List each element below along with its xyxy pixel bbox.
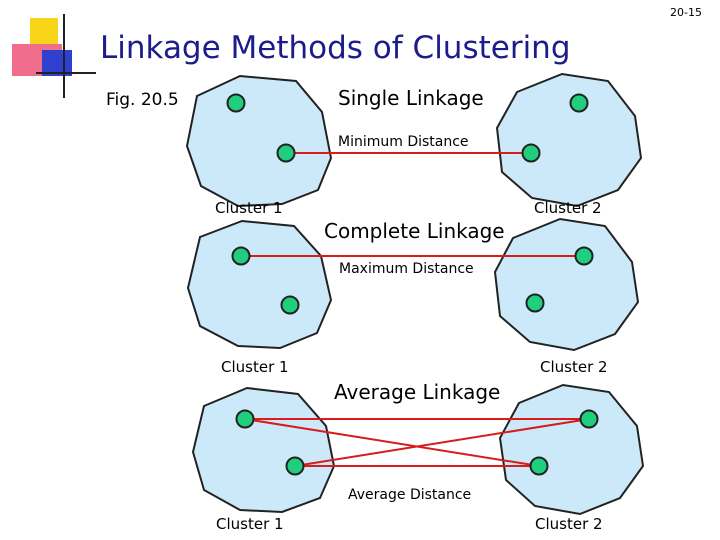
cluster-2-blob bbox=[495, 219, 638, 350]
method-title-complete: Complete Linkage bbox=[320, 219, 509, 243]
data-point bbox=[527, 295, 544, 312]
page-title: Linkage Methods of Clustering bbox=[100, 30, 571, 66]
cluster-2-label: Cluster 2 bbox=[535, 515, 603, 533]
cluster-1-blob bbox=[193, 388, 334, 512]
cluster-1-label: Cluster 1 bbox=[221, 358, 289, 376]
data-point bbox=[581, 411, 598, 428]
data-point bbox=[576, 248, 593, 265]
distance-label-max: Maximum Distance bbox=[336, 261, 477, 277]
cluster-1-blob bbox=[188, 221, 331, 348]
cluster-2-label: Cluster 2 bbox=[534, 199, 602, 217]
cluster-2-blob bbox=[497, 74, 641, 206]
method-title-single: Single Linkage bbox=[334, 86, 488, 110]
figure-label: Fig. 20.5 bbox=[106, 90, 179, 110]
slide-number: 20-15 bbox=[670, 6, 702, 19]
data-point bbox=[571, 95, 588, 112]
data-point bbox=[287, 458, 304, 475]
method-title-average: Average Linkage bbox=[330, 380, 504, 404]
cluster-1-label: Cluster 1 bbox=[215, 199, 283, 217]
cluster-2-label: Cluster 2 bbox=[540, 358, 608, 376]
data-point bbox=[531, 458, 548, 475]
cluster-1-label: Cluster 1 bbox=[216, 515, 284, 533]
data-point bbox=[237, 411, 254, 428]
cluster-1-blob bbox=[187, 76, 331, 206]
distance-label-avg: Average Distance bbox=[345, 487, 474, 503]
data-point bbox=[228, 95, 245, 112]
data-point bbox=[233, 248, 250, 265]
cluster-2-blob bbox=[500, 385, 643, 514]
data-point bbox=[278, 145, 295, 162]
distance-label-min: Minimum Distance bbox=[335, 134, 472, 150]
data-point bbox=[523, 145, 540, 162]
data-point bbox=[282, 297, 299, 314]
